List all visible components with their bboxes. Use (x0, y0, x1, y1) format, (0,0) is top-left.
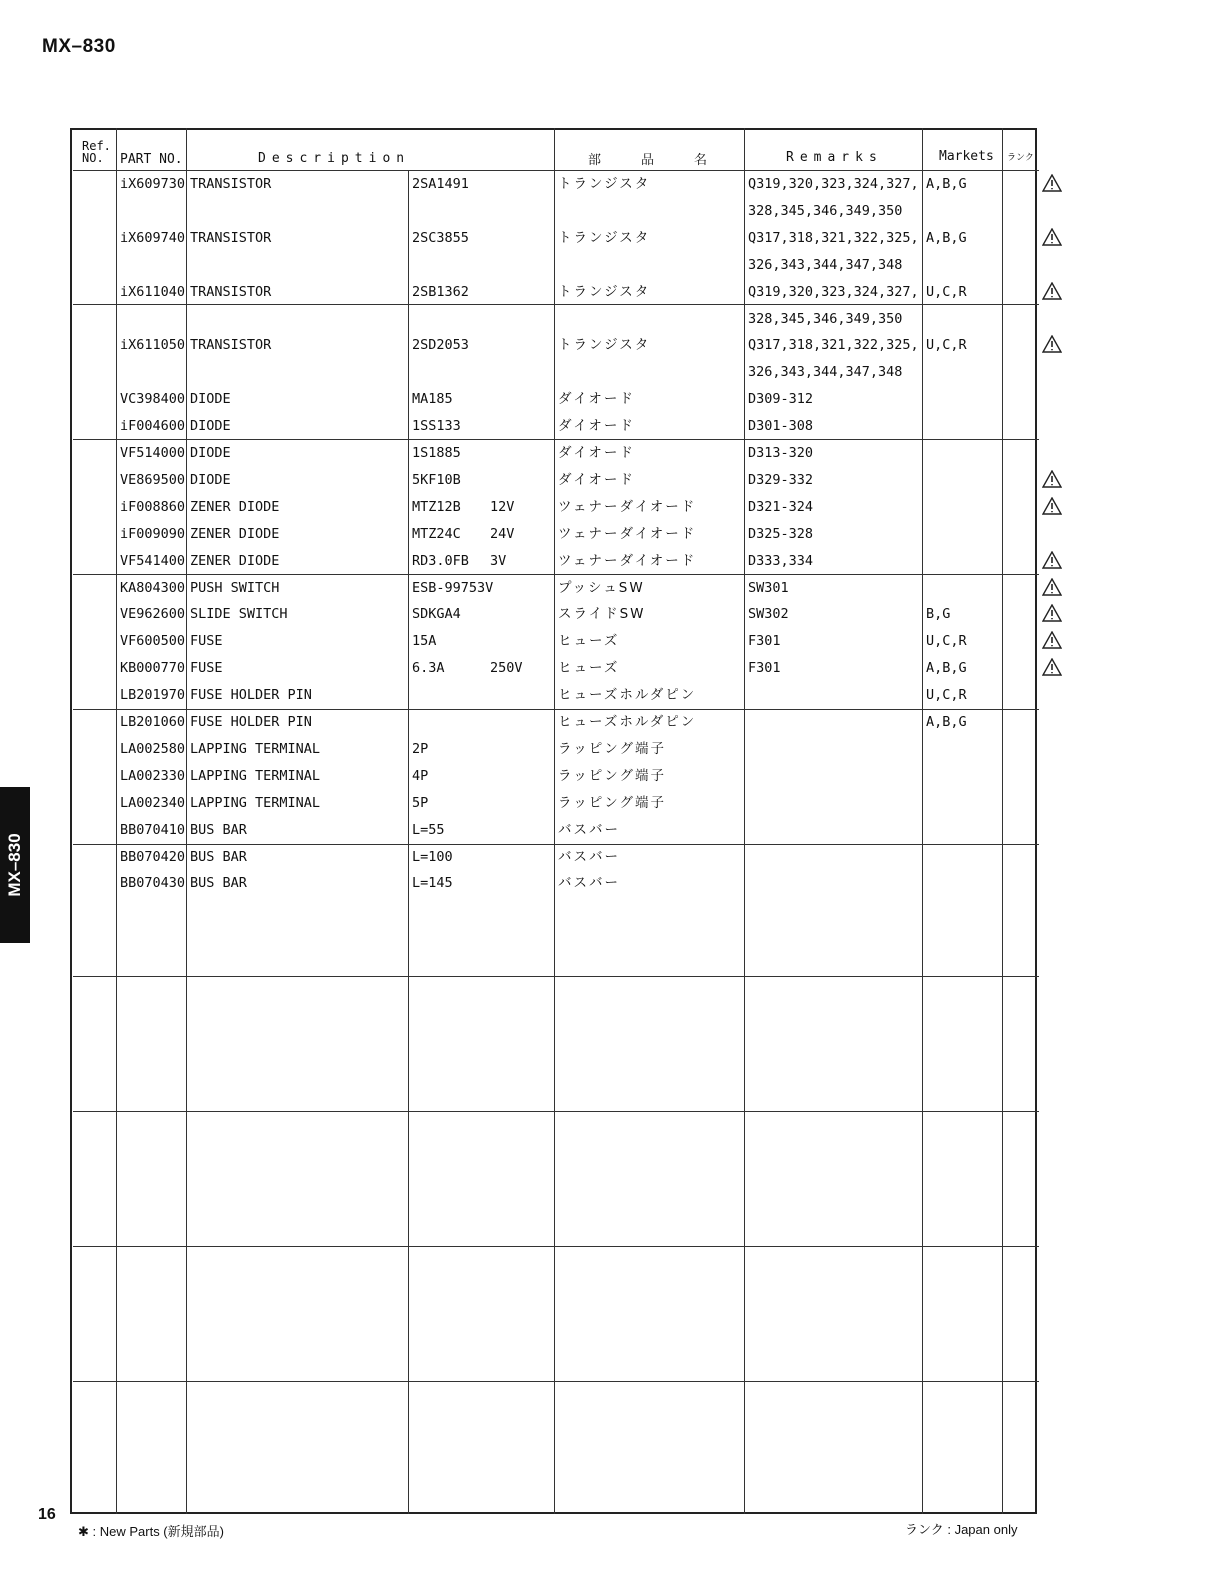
cell-spec: L=100 (412, 848, 453, 865)
cell-desc: DIODE (190, 445, 231, 461)
cell-remarks: Q317,318,321,322,325, (748, 229, 919, 246)
cell-desc: FUSE (190, 660, 223, 677)
cell-desc: FUSE (190, 633, 223, 650)
cell-desc: DIODE (190, 391, 231, 408)
cell-val: 12V (490, 498, 515, 515)
warning-triangle-icon (1042, 551, 1062, 569)
cell-spec: 5P (412, 794, 429, 811)
cell-spec: 2P (412, 740, 429, 757)
cell-desc: PUSH SWITCH (190, 579, 280, 596)
cell-remarks: D313-320 (748, 445, 814, 461)
cell-part: VE962600 (120, 606, 186, 623)
cell-remarks: Q317,318,321,322,325, (748, 337, 919, 354)
cell-part: iX611050 (120, 337, 186, 354)
warning-triangle-icon (1042, 335, 1062, 353)
cell-remarks: F301 (748, 660, 781, 677)
col-divider (186, 128, 187, 1514)
row-divider (73, 439, 1039, 440)
cell-spec: 2SD2053 (412, 337, 469, 354)
cell-jp: バスバー (558, 875, 620, 892)
cell-part: BB070430 (120, 875, 186, 892)
cell-market: A,B,G (926, 176, 967, 192)
header-description: Description (258, 151, 411, 166)
cell-jp: ツェナーダイオード (558, 498, 697, 515)
cell-jp: ダイオード (558, 391, 635, 408)
cell-part: LA002330 (120, 767, 186, 784)
cell-market: U,C,R (926, 337, 967, 354)
cell-part: LA002580 (120, 740, 186, 757)
row-divider (73, 976, 1039, 977)
cell-spec: MTZ24C (412, 525, 461, 542)
warning-triangle-icon (1042, 604, 1062, 622)
row-divider (73, 844, 1039, 845)
cell-remarks: Q319,320,323,324,327, (748, 283, 919, 300)
cell-spec: SDKGA4 (412, 606, 461, 623)
cell-spec: 5KF10B (412, 471, 461, 488)
cell-spec: ESB-99753V (412, 579, 494, 596)
cell-part: VF541400 (120, 552, 186, 569)
cell-spec: 4P (412, 767, 429, 784)
cell-remarks: D321-324 (748, 498, 814, 515)
cell-part: BB070420 (120, 848, 186, 865)
page-number: 16 (38, 1506, 56, 1523)
col-divider (922, 128, 923, 1514)
cell-jp: ラッピング端子 (558, 767, 666, 784)
warning-triangle-icon (1042, 174, 1062, 192)
cell-part: iF009090 (120, 525, 186, 542)
header-remarks: Remarks (786, 150, 883, 165)
row-divider (73, 709, 1039, 710)
cell-remarks: 326,343,344,347,348 (748, 364, 903, 381)
cell-desc: FUSE HOLDER PIN (190, 714, 312, 730)
header-part-name-jp: 部品名 (588, 153, 748, 168)
cell-desc: ZENER DIODE (190, 525, 280, 542)
cell-val: 24V (490, 525, 515, 542)
col-divider (116, 128, 117, 1514)
cell-remarks: SW302 (748, 606, 789, 623)
header-part-no: PART NO. (120, 152, 183, 167)
rank-note: ランク : Japan only (905, 1522, 1018, 1537)
header-markets: Markets (939, 149, 994, 164)
cell-jp: プッシュSW (558, 579, 645, 596)
cell-part: BB070410 (120, 821, 186, 838)
col-divider (1002, 128, 1003, 1514)
side-tab-label: MX–830 (5, 833, 24, 897)
cell-part: VC398400 (120, 391, 186, 408)
cell-jp: トランジスタ (558, 337, 651, 354)
warning-triangle-icon (1042, 631, 1062, 649)
cell-market: B,G (926, 606, 951, 623)
cell-remarks: Q319,320,323,324,327, (748, 176, 919, 192)
cell-remarks: 328,345,346,349,350 (748, 202, 903, 219)
cell-part: VE869500 (120, 471, 186, 488)
cell-remarks: D301-308 (748, 418, 814, 435)
cell-remarks: 326,343,344,347,348 (748, 256, 903, 273)
cell-spec: 15A (412, 633, 437, 650)
cell-jp: ヒューズホルダピン (558, 714, 697, 730)
cell-spec: 2SC3855 (412, 229, 469, 246)
cell-val: 3V (490, 552, 507, 569)
cell-jp: トランジスタ (558, 176, 651, 192)
cell-market: A,B,G (926, 660, 967, 677)
cell-jp: バスバー (558, 848, 620, 865)
side-tab (0, 787, 30, 943)
cell-desc: TRANSISTOR (190, 229, 272, 246)
model-title: MX–830 (42, 36, 116, 57)
cell-market: U,C,R (926, 633, 967, 650)
cell-remarks: D333,334 (748, 552, 814, 569)
warning-triangle-icon (1042, 470, 1062, 488)
cell-jp: ダイオード (558, 418, 635, 435)
cell-jp: ダイオード (558, 471, 635, 488)
cell-desc: ZENER DIODE (190, 552, 280, 569)
cell-spec: 1S1885 (412, 445, 461, 461)
cell-jp: トランジスタ (558, 283, 651, 300)
col-divider (554, 128, 555, 1514)
warning-triangle-icon (1042, 282, 1062, 300)
cell-spec: 2SA1491 (412, 176, 469, 192)
cell-remarks: 328,345,346,349,350 (748, 310, 903, 327)
warning-triangle-icon (1042, 658, 1062, 676)
cell-remarks: D329-332 (748, 471, 814, 488)
cell-market: U,C,R (926, 687, 967, 704)
cell-jp: ラッピング端子 (558, 740, 666, 757)
row-divider (73, 304, 1039, 305)
header-ref-no: Ref. NO. (82, 139, 111, 165)
cell-part: LB201060 (120, 714, 186, 730)
cell-remarks: F301 (748, 633, 781, 650)
row-divider (73, 1246, 1039, 1247)
cell-market: A,B,G (926, 229, 967, 246)
cell-desc: TRANSISTOR (190, 283, 272, 300)
cell-jp: ヒューズ (558, 633, 620, 650)
cell-part: iX609740 (120, 229, 186, 246)
cell-spec: MTZ12B (412, 498, 461, 515)
cell-desc: BUS BAR (190, 875, 247, 892)
cell-jp: ヒューズホルダピン (558, 687, 697, 704)
cell-part: KA804300 (120, 579, 186, 596)
cell-part: VF600500 (120, 633, 186, 650)
cell-jp: ツェナーダイオード (558, 525, 697, 542)
cell-desc: BUS BAR (190, 821, 247, 838)
cell-part: iF008860 (120, 498, 186, 515)
cell-desc: DIODE (190, 471, 231, 488)
cell-jp: トランジスタ (558, 229, 651, 246)
cell-part: LA002340 (120, 794, 186, 811)
cell-jp: ダイオード (558, 445, 635, 461)
col-divider (408, 170, 409, 1514)
cell-market: U,C,R (926, 283, 967, 300)
cell-market: A,B,G (926, 714, 967, 730)
warning-triangle-icon (1042, 497, 1062, 515)
cell-spec: 2SB1362 (412, 283, 469, 300)
cell-jp: バスバー (558, 821, 620, 838)
cell-desc: SLIDE SWITCH (190, 606, 288, 623)
cell-desc: DIODE (190, 418, 231, 435)
cell-desc: ZENER DIODE (190, 498, 280, 515)
row-divider (73, 574, 1039, 575)
row-divider (73, 1381, 1039, 1382)
warning-triangle-icon (1042, 228, 1062, 246)
cell-part: LB201970 (120, 687, 186, 704)
cell-desc: LAPPING TERMINAL (190, 794, 321, 811)
cell-desc: TRANSISTOR (190, 337, 272, 354)
cell-part: KB000770 (120, 660, 186, 677)
cell-desc: FUSE HOLDER PIN (190, 687, 312, 704)
cell-spec: MA185 (412, 391, 453, 408)
cell-jp: ヒューズ (558, 660, 620, 677)
cell-remarks: SW301 (748, 579, 789, 596)
cell-part: iX611040 (120, 283, 186, 300)
cell-part: VF514000 (120, 445, 186, 461)
parts-table (70, 128, 1040, 1516)
cell-remarks: D325-328 (748, 525, 814, 542)
cell-desc: BUS BAR (190, 848, 247, 865)
cell-jp: ラッピング端子 (558, 794, 666, 811)
cell-part: iX609730 (120, 176, 186, 192)
row-divider (73, 1111, 1039, 1112)
cell-spec: 6.3A (412, 660, 445, 677)
cell-desc: LAPPING TERMINAL (190, 740, 321, 757)
header-rank: ランク (1007, 153, 1034, 163)
col-divider (744, 128, 745, 1514)
cell-part: iF004600 (120, 418, 186, 435)
warning-triangle-icon (1042, 578, 1062, 596)
cell-spec: L=145 (412, 875, 453, 892)
new-parts-note: ✱ : New Parts (新規部品) (78, 1524, 224, 1539)
cell-jp: ツェナーダイオード (558, 552, 697, 569)
cell-desc: TRANSISTOR (190, 176, 272, 192)
cell-spec: L=55 (412, 821, 445, 838)
row-divider (73, 170, 1039, 171)
cell-val: 250V (490, 660, 523, 677)
cell-spec: 1SS133 (412, 418, 461, 435)
cell-remarks: D309-312 (748, 391, 814, 408)
cell-jp: スライドSW (558, 606, 646, 623)
cell-spec: RD3.0FB (412, 552, 469, 569)
cell-desc: LAPPING TERMINAL (190, 767, 321, 784)
